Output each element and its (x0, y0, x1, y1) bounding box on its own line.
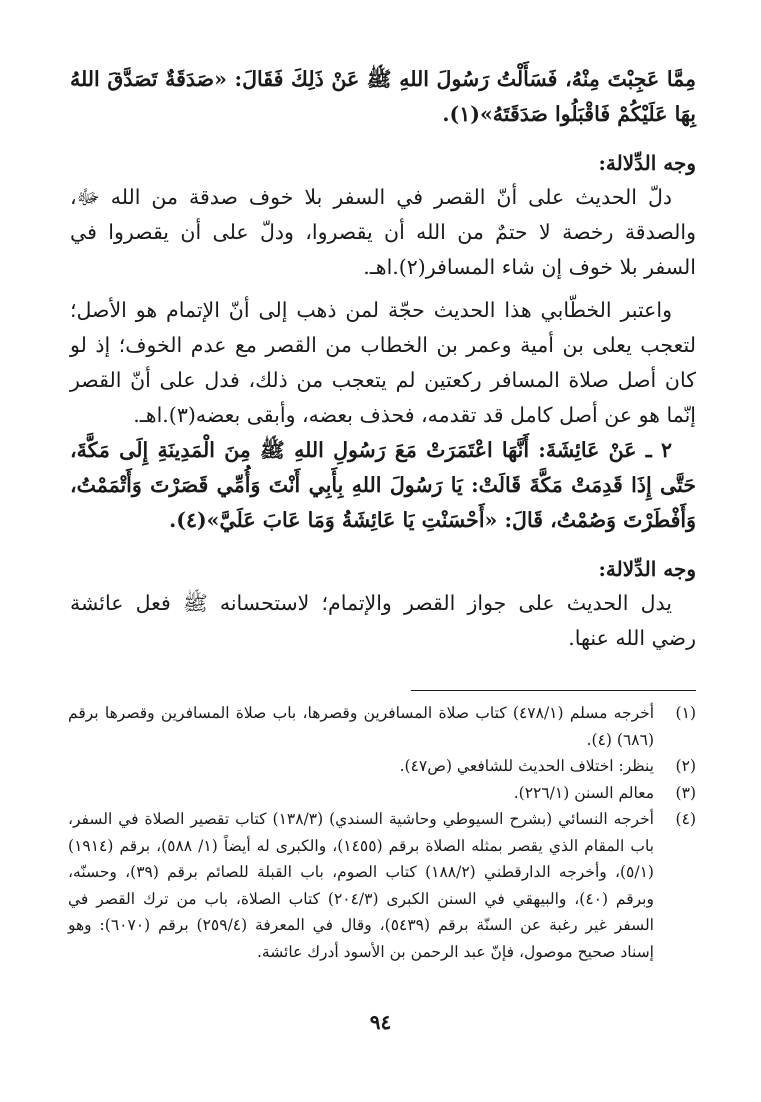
footnote-number: (١) (675, 704, 696, 722)
footnote (68, 780, 696, 807)
footnote-text: أخرجه النسائي (بشرح السيوطي وحاشية السندي) (١٣٨/٣) كتاب تقصير الصلاة في السفر، باب المقام الذي يقصر بمثله الصلاة برقم (١٤٥٥)، والكبرى له أيضاً (١/ ٥٨٨)، برقم (١٩١٤)(٥/١)، وأخرجه الدارقطني (١٨٨/٢) كتاب الصوم، باب القبلة للصائم برقم (٣٩)، وحسنّه، وبرقم (٤٠)، والبيهقي في السنن الكبرى (٢٠٤/٣) كتاب الصلاة، باب من ترك القصر في السفر غير رغبة عن السنّة برقم (٥٤٣٩)، وقال في المعرفة (٢٥٩/٤) برقم (٦٠٧٠): وهو إسناد صحيح موصول، فإنّ عبد الرحمن بن الأسود أدرك عائشة. (68, 810, 654, 961)
footnote-separator (411, 690, 696, 691)
footnote-text: ينظر: اختلاف الحديث للشافعي (ص٤٧). (399, 757, 654, 775)
hadith-text: ٢ ـ عَنْ عَائِشَةَ: أَنَّهَا اعْتَمَرَتْ مَعَ رَسُولِ اللهِ ﷺ مِنَ الْمَدِينَةِ إِلَى مَكَّةَ، حَتَّى إِذَا قَدِمَتْ مَكَّةَ قَالَتْ: يَا رَسُولَ اللهِ بِأَبِي أَنْتَ وَأُمِّي قَصَرْتَ وَأَتْمَمْتُ، وَأَفْطَرْتَ وَصُمْتُ، قَالَ: «أَحْسَنْتِ يَا عَائِشَةُ وَمَا عَابَ عَلَيَّ»(٤). (70, 438, 696, 532)
main-text (70, 62, 696, 656)
footnote-text: أخرجه مسلم (٤٧٨/١) كتاب صلاة المسافرين وقصرها، باب صلاة المسافرين وقصرها برقم (٦٨٦) (٤). (68, 704, 655, 749)
footnote-number: (٣) (675, 783, 696, 802)
section-heading: وجه الدِّلالة: (598, 151, 696, 175)
footnote (68, 806, 696, 965)
footnote (68, 753, 696, 780)
footnote-number: (٤) (675, 810, 696, 828)
footnote-text: معالم السنن (٢٢٦/١). (513, 783, 654, 802)
section-heading: وجه الدِّلالة: (598, 557, 696, 581)
footnotes (68, 700, 696, 965)
footnote-number: (٢) (675, 757, 696, 775)
hadith-continuation: مِمَّا عَجِبْتَ مِنْهُ، فَسَأَلْتُ رَسُولَ اللهِ ﷺ عَنْ ذَلِكَ فَقَالَ: «صَدَقَةٌ تَصَدَّقَ اللهُ بِهَا عَلَيْكُمْ فَاقْبَلُوا صَدَقَتَهُ»(١). (70, 67, 696, 126)
footnote (68, 700, 696, 753)
paragraph: دلّ الحديث على أنّ القصر في السفر بلا خوف صدقة من الله ﷻ، والصدقة رخصة لا حتمٌ من الله أن يقصروا، ودلّ على أن يقصروا في السفر بلا خوف إن شاء المسافر(٢).اهـ. (70, 185, 696, 279)
paragraph: واعتبر الخطّابي هذا الحديث حجّة لمن ذهب إلى أنّ الإتمام هو الأصل؛ لتعجب يعلى بن أمية وعمر بن الخطاب من القصر مع عدم الخوف؛ إذ لو كان أصل صلاة المسافر ركعتين لم يتعجب من ذلك، فدل على أنّ القصر إنّما هو عن أصل كامل قد تقدمه، فحذف بعضه، وأبقى بعضه(٣).اهـ. (70, 298, 696, 427)
page-number: ٩٤ (369, 1010, 392, 1034)
paragraph: يدل الحديث على جواز القصر والإتمام؛ لاستحسانه ﷺ فعل عائشة رضي الله عنها. (70, 591, 696, 650)
